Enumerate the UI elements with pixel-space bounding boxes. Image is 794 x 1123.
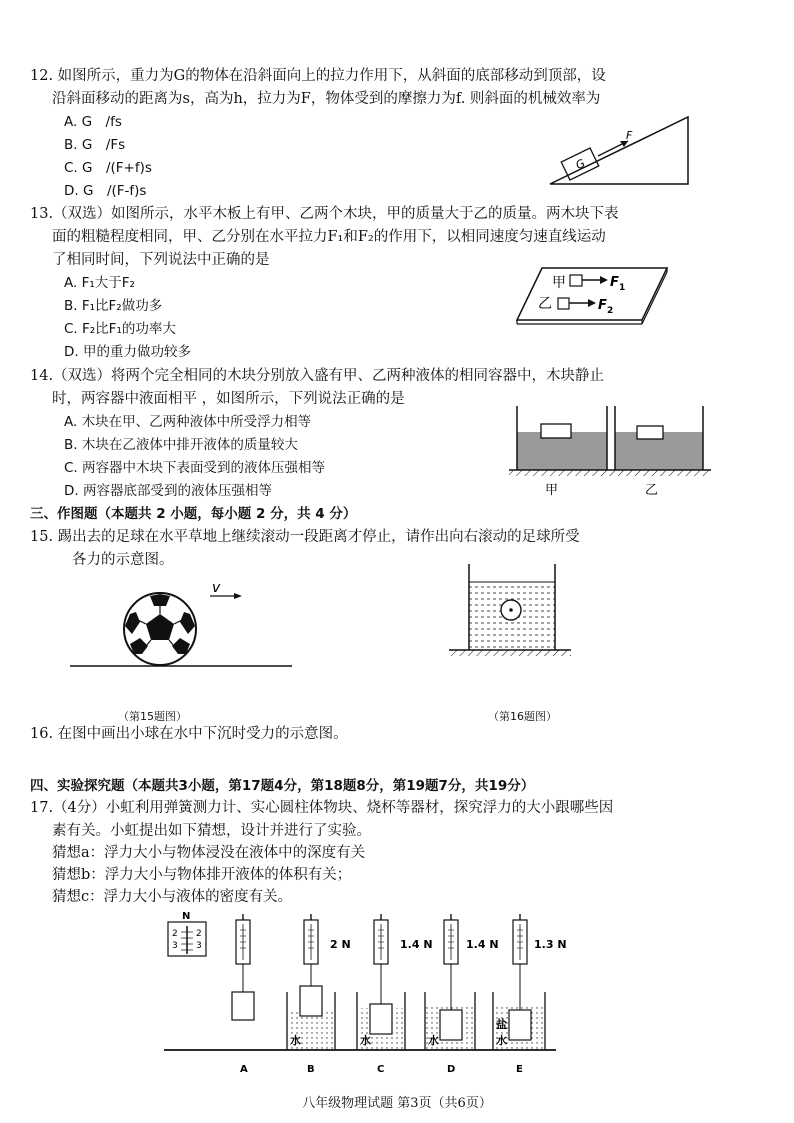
q14-stem-line1: 14.（双选）将两个完全相同的木块分别放入盛有甲、乙两种液体的相同容器中，木块静止: [30, 368, 605, 384]
q16-beaker-figure: [445, 560, 575, 662]
spring-scale-a: [232, 914, 254, 1020]
q13-label-jia: 甲: [552, 275, 566, 291]
q14-option-a: A. 木块在甲、乙两种液体中所受浮力相等: [64, 414, 312, 430]
q15-caption: （第15题图）: [118, 710, 187, 723]
q13-label-F1-sub: 1: [619, 283, 626, 293]
q14-containers-figure: [505, 402, 715, 498]
q12-stem-line1: 12. 如图所示，重力为G的物体在沿斜面向上的拉力作用下，从斜面的底部移动到顶部，设: [30, 68, 606, 84]
q17-label-c: C: [377, 1064, 385, 1075]
q17-experiment-figure: [160, 906, 567, 1075]
page-footer: 八年级物理试题 第3页（共6页）: [302, 1096, 492, 1111]
q15-football-figure: [60, 574, 300, 674]
spring-scale-c: [357, 914, 405, 1050]
q14-option-c: C. 两容器中木块下表面受到的液体压强相等: [64, 460, 326, 476]
q14-label-yi: 乙: [645, 483, 659, 498]
q12-option-a: A. G /fs: [64, 114, 122, 130]
q13-option-d: D. 甲的重力做功较多: [64, 344, 191, 360]
q16-caption: （第16题图）: [488, 710, 557, 723]
q17-water-d: 水: [428, 1034, 439, 1047]
q17-water-c: 水: [360, 1034, 371, 1047]
q14-stem-line2: 时，两容器中液面相平 ，如图所示，下列说法正确的是: [52, 391, 405, 407]
q17-stem-line1: 17.（4分）小虹利用弹簧测力计、实心圆柱体物块、烧杯等器材，探究浮力的大小跟哪些因: [30, 800, 614, 816]
q13-label-F2: F: [598, 298, 607, 313]
q12-option-d: D. G /(F-f)s: [64, 183, 147, 199]
q13-stem-line2: 面的粗糙程度相同，甲、乙分别在水平拉力F₁和F₂的作用下，以相同速度匀速直线运动: [52, 229, 606, 245]
q17-scale-2-left: 2: [172, 929, 178, 939]
q15-stem-line2: 各力的示意图。: [72, 552, 174, 568]
q17-label-a: A: [240, 1064, 248, 1075]
q14-option-d: D. 两容器底部受到的液体压强相等: [64, 483, 272, 499]
q17-guess-c: 猜想c：浮力大小与液体的密度有关。: [52, 889, 293, 905]
q12-incline-figure: [540, 112, 700, 192]
q12-label-G: G: [573, 156, 588, 173]
q17-unit-label: N: [182, 911, 191, 922]
q17-reading-c: 1.4 N: [400, 938, 433, 951]
q16-stem: 16. 在图中画出小球在水中下沉时受力的示意图。: [30, 726, 348, 742]
q17-stem-line2: 素有关。小虹提出如下猜想，设计并进行了实验。: [52, 823, 371, 839]
q13-label-F1: F: [610, 275, 619, 290]
q12-label-F: F: [626, 129, 633, 142]
q13-option-c: C. F₂比F₁的功率大: [64, 321, 176, 337]
football-icon: [124, 593, 196, 665]
q17-label-e: E: [516, 1064, 523, 1075]
q15-stem-line1: 15. 踢出去的足球在水平草地上继续滚动一段距离才停止，请作出向右滚动的足球所受: [30, 529, 580, 545]
section-3-heading: 三、作图题（本题共 2 小题，每小题 2 分，共 4 分）: [30, 506, 357, 522]
q17-scale-3-left: 3: [172, 941, 178, 951]
q13-label-yi: 乙: [538, 296, 552, 312]
q17-salt-label-1: 盐: [496, 1018, 507, 1031]
q13-option-b: B. F₁比F₂做功多: [64, 298, 163, 314]
q17-reading-d: 1.4 N: [466, 938, 499, 951]
q13-stem-line3: 了相同时间，下列说法中正确的是: [52, 252, 270, 268]
q17-water-b: 水: [290, 1034, 301, 1047]
q17-salt-label-2: 水: [496, 1034, 507, 1047]
q12-stem-line2: 沿斜面移动的距离为s，高为h，拉力为F，物体受到的摩擦力为f. 则斜面的机械效率为: [52, 91, 601, 107]
q13-board-figure: [512, 264, 672, 326]
q17-guess-b: 猜想b：浮力大小与物体排开液体的体积有关；: [52, 867, 352, 883]
spring-scale-d: [425, 914, 475, 1050]
q17-label-b: B: [307, 1064, 315, 1075]
q17-scale-3-right: 3: [196, 941, 202, 951]
spring-scale-b: [287, 914, 335, 1050]
q12-option-b: B. G /Fs: [64, 137, 126, 153]
q15-label-v: v: [212, 580, 221, 596]
q13-label-F2-sub: 2: [607, 306, 614, 316]
q17-guess-a: 猜想a：浮力大小与物体浸没在液体中的深度有关: [52, 845, 366, 861]
q17-reading-b: 2 N: [330, 938, 351, 951]
q14-label-jia: 甲: [545, 483, 559, 498]
q14-option-b: B. 木块在乙液体中排开液体的质量较大: [64, 437, 298, 453]
q17-label-d: D: [447, 1064, 456, 1075]
q13-option-a: A. F₁大于F₂: [64, 275, 135, 291]
q17-scale-2-right: 2: [196, 929, 202, 939]
q17-reading-e: 1.3 N: [534, 938, 567, 951]
q13-stem-line1: 13.（双选）如图所示，水平木板上有甲、乙两个木块，甲的质量大于乙的质量。两木块下表: [30, 206, 619, 222]
section-4-heading: 四、实验探究题（本题共3小题，第17题4分，第18题8分，第19题7分，共19分）: [30, 778, 535, 794]
q12-option-c: C. G /(F+f)s: [64, 160, 152, 176]
